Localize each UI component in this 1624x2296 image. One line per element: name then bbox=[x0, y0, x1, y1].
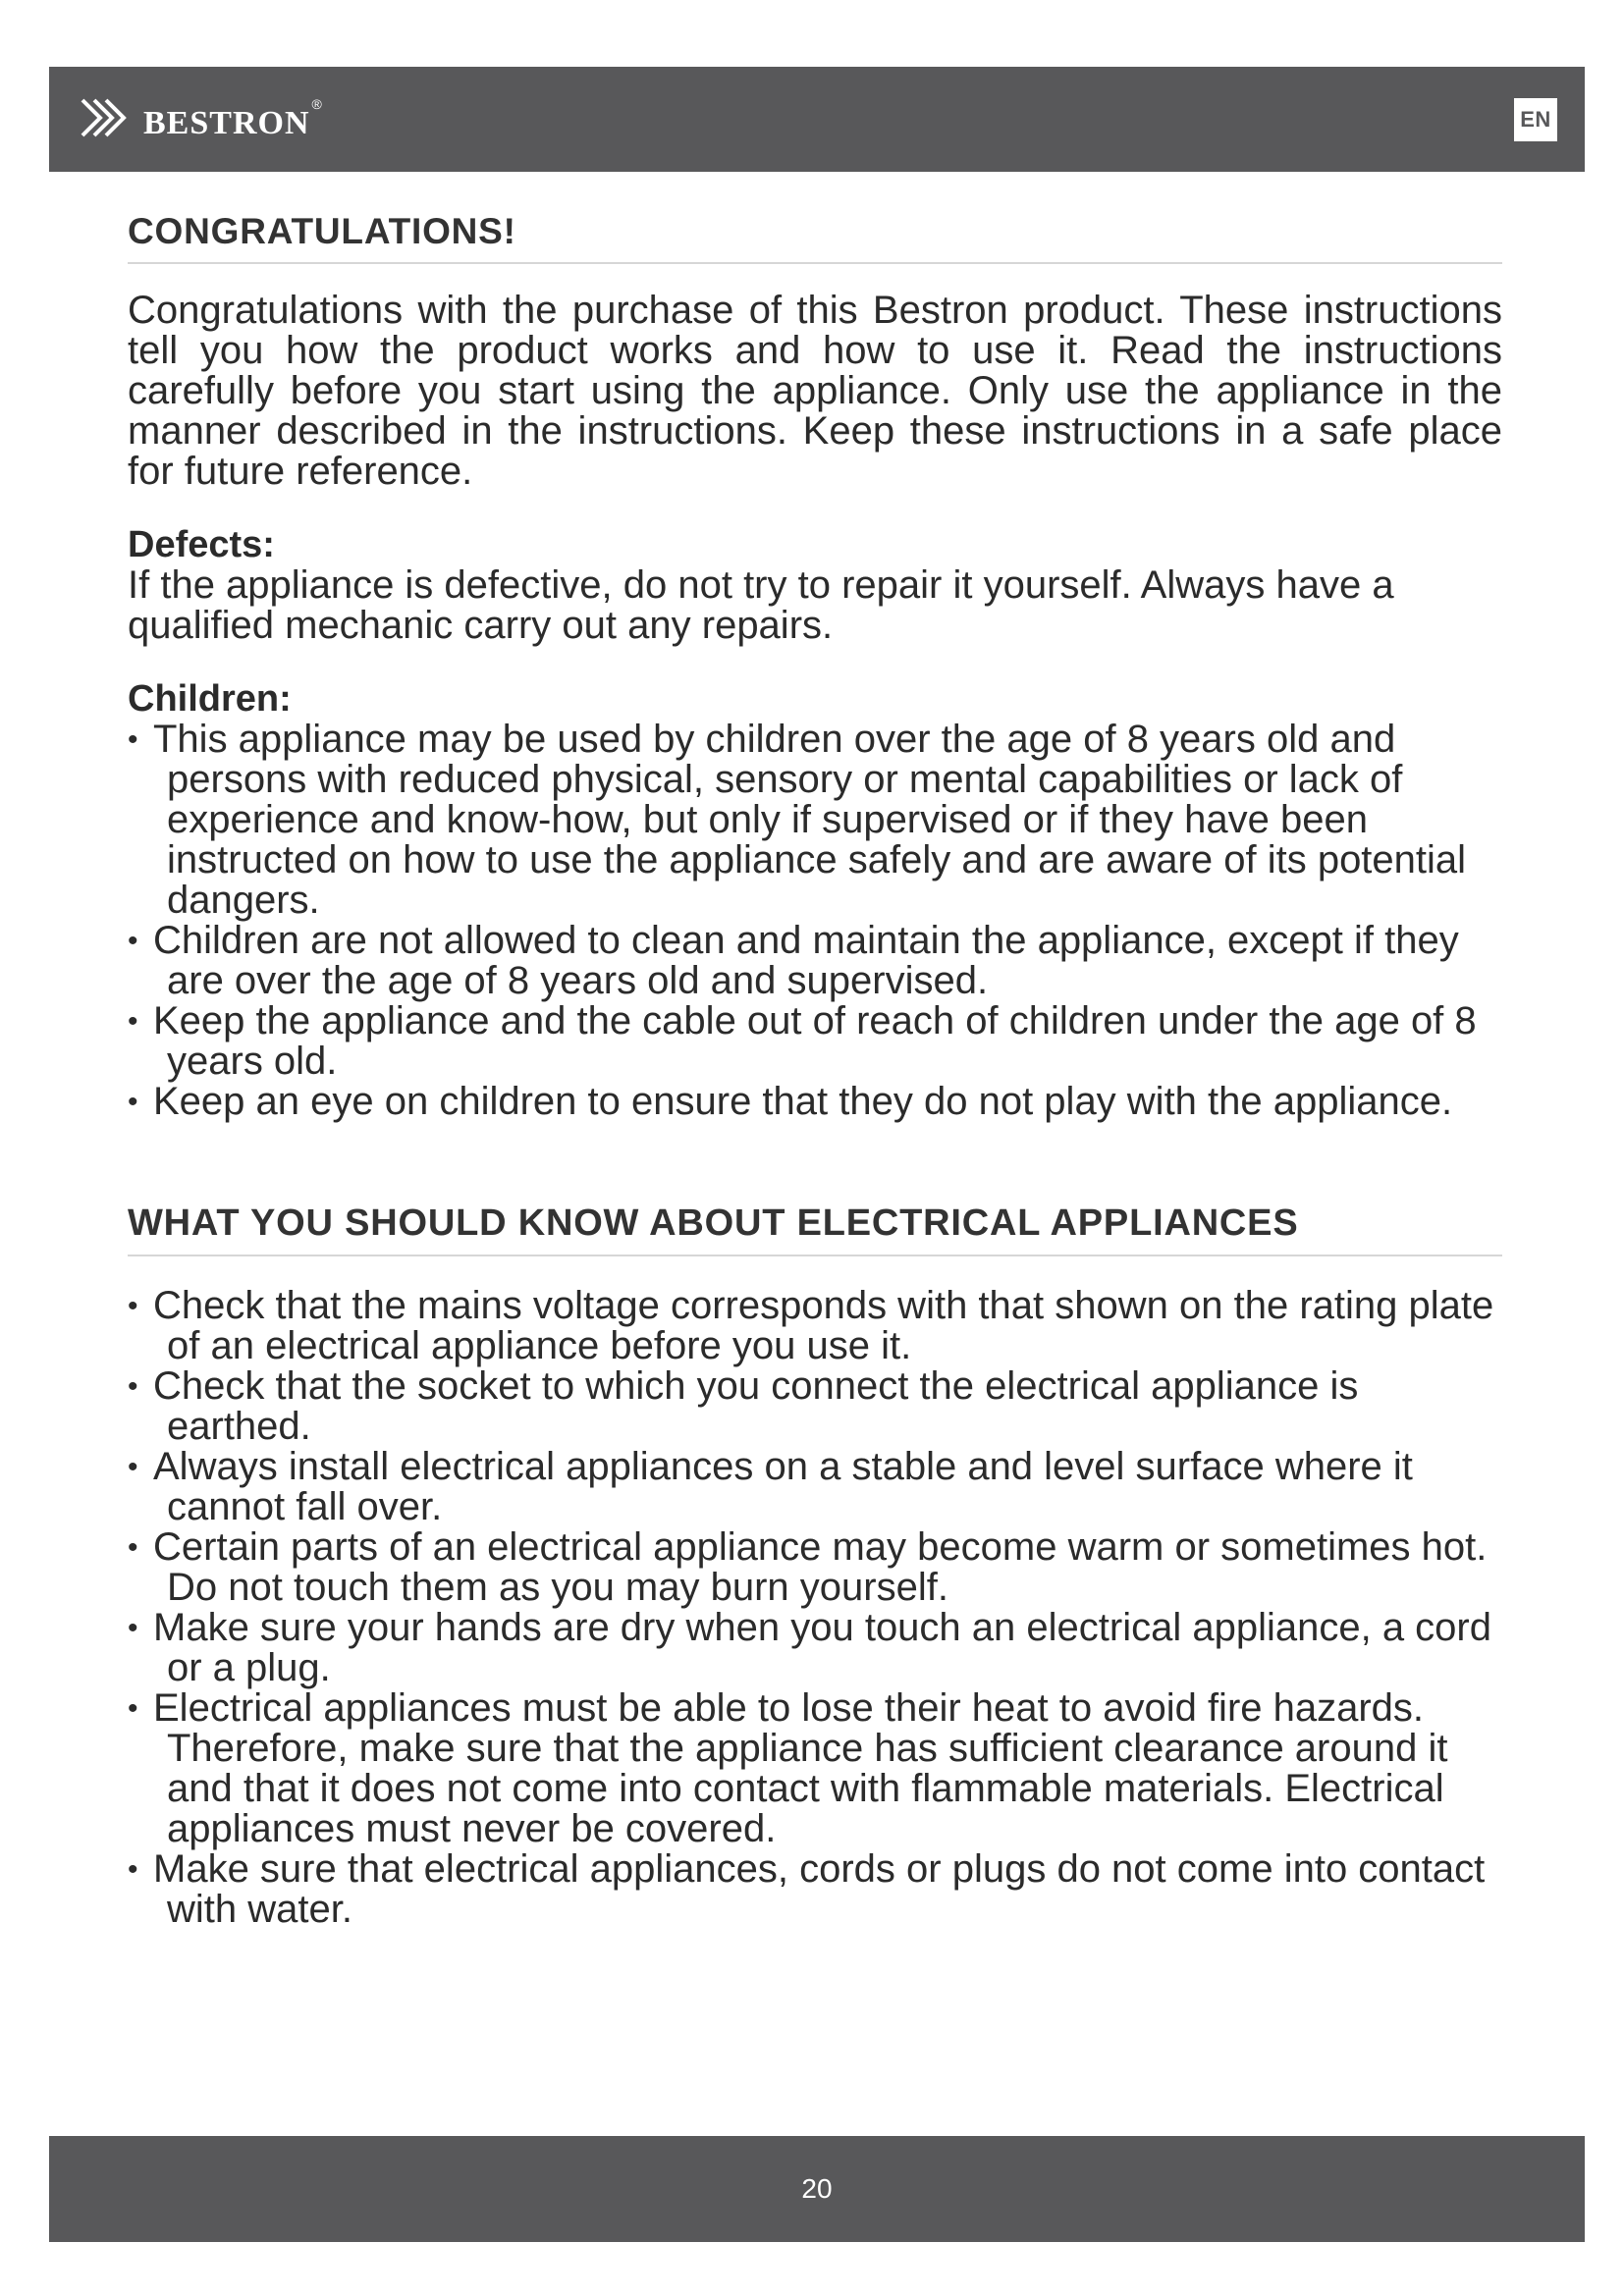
bullet-icon: • bbox=[128, 1692, 138, 1725]
bullet-icon: • bbox=[128, 1005, 138, 1038]
chevron-logo-icon bbox=[79, 96, 135, 139]
bullet-icon: • bbox=[128, 1451, 138, 1483]
intro-paragraph: Congratulations with the purchase of this Bestron product. These instructions tell you how the product works and how to use it. Read the instructions carefully before you start using the appliance. Only use the appliance in the manner described in the instructions. Keep these instructions in a safe place for future reference. bbox=[128, 289, 1502, 493]
bullet-icon: • bbox=[128, 1853, 138, 1886]
congratulations-title: CONGRATULATIONS! bbox=[128, 211, 1502, 264]
list-item bbox=[128, 1082, 1502, 1122]
electrical-title: WHAT YOU SHOULD KNOW ABOUT ELECTRICAL APPLIANCES bbox=[128, 1202, 1502, 1256]
list-item bbox=[128, 1001, 1502, 1082]
list-item-text: Electrical appliances must be able to lose their heat to avoid fire hazards. Therefore, make sure that the appliance has sufficient clearance around it and that it does not come into contact with flammable materials. Electrical appliances must never be covered. bbox=[153, 1686, 1448, 1850]
list-item-text: Keep the appliance and the cable out of reach of children under the age of 8 years old. bbox=[153, 999, 1477, 1083]
bullet-icon: • bbox=[128, 925, 138, 957]
bullet-icon: • bbox=[128, 1370, 138, 1403]
list-item bbox=[128, 1527, 1502, 1608]
brand-name: bestron bbox=[143, 91, 310, 144]
bullet-icon: • bbox=[128, 723, 138, 756]
congratulations-section bbox=[128, 211, 1502, 1122]
list-item-text: Make sure that electrical appliances, cords or plugs do not come into contact with water. bbox=[153, 1847, 1486, 1931]
list-item bbox=[128, 1447, 1502, 1527]
children-list bbox=[128, 720, 1502, 1122]
list-item-text: Certain parts of an electrical appliance may become warm or sometimes hot. Do not touch them as you may burn yourself. bbox=[153, 1525, 1488, 1609]
electrical-list bbox=[128, 1286, 1502, 1930]
page-number: 20 bbox=[801, 2173, 833, 2204]
list-item-text: Check that the mains voltage corresponds with that shown on the rating plate of an electrical appliance before you use it. bbox=[153, 1284, 1494, 1367]
list-item-text: Keep an eye on children to ensure that they do not play with the appliance. bbox=[153, 1080, 1453, 1123]
bullet-icon: • bbox=[128, 1290, 138, 1322]
list-item-text: Check that the socket to which you connect the electrical appliance is earthed. bbox=[153, 1364, 1359, 1448]
footer-bar bbox=[49, 2136, 1585, 2242]
list-item bbox=[128, 1608, 1502, 1688]
bullet-icon: • bbox=[128, 1086, 138, 1118]
list-item-text: This appliance may be used by children over the age of 8 years old and persons with reduced physical, sensory or mental capabilities or lack of experience and know-how, but only if supervised or if they have been instructed on how to use the appliance safely and are aware of its potential dangers. bbox=[153, 718, 1467, 922]
list-item bbox=[128, 720, 1502, 921]
defects-heading: Defects: bbox=[128, 524, 275, 565]
electrical-section bbox=[128, 1202, 1502, 1930]
list-item bbox=[128, 1366, 1502, 1447]
header-bar bbox=[49, 67, 1585, 172]
defects-paragraph: If the appliance is defective, do not try to repair it yourself. Always have a qualified mechanic carry out any repairs. bbox=[128, 563, 1394, 647]
brand-logo bbox=[79, 86, 322, 149]
list-item bbox=[128, 1286, 1502, 1366]
bullet-icon: • bbox=[128, 1531, 138, 1564]
list-item-text: Make sure your hands are dry when you touch an electrical appliance, a cord or a plug. bbox=[153, 1606, 1491, 1689]
page-content bbox=[128, 211, 1502, 1930]
language-badge: EN bbox=[1514, 98, 1557, 141]
list-item-text: Children are not allowed to clean and maintain the appliance, except if they are over the age of 8 years old and supervised. bbox=[153, 919, 1459, 1002]
registered-mark: ® bbox=[311, 96, 322, 112]
list-item bbox=[128, 1688, 1502, 1849]
children-heading: Children: bbox=[128, 678, 292, 720]
bullet-icon: • bbox=[128, 1612, 138, 1644]
list-item-text: Always install electrical appliances on a stable and level surface where it cannot fall over. bbox=[153, 1445, 1413, 1528]
list-item bbox=[128, 921, 1502, 1001]
list-item bbox=[128, 1849, 1502, 1930]
